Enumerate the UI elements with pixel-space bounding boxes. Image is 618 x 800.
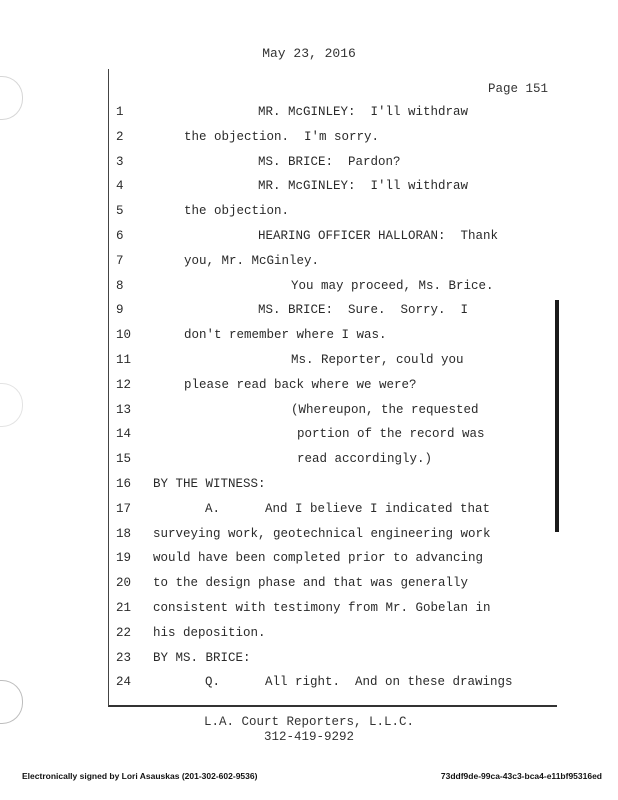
line-text: Ms. Reporter, could you [291,352,464,367]
line-number: 6 [116,228,124,243]
transcript-line [0,302,618,327]
line-text: portion of the record was [297,427,485,442]
line-text: MR. McGINLEY: I'll withdraw [258,179,469,194]
transcript-line [0,402,618,427]
line-text: don't remember where I was. [184,328,387,343]
reporter-footer [0,715,618,745]
line-text: you, Mr. McGinley. [184,253,320,268]
line-text: consistent with testimony from Mr. Gobelan in [153,600,491,615]
transcript-line [0,526,618,551]
transcript-line [0,377,618,402]
reporter-phone: 312-419-9292 [263,730,354,744]
line-number: 22 [116,625,132,640]
transcript-line [0,352,618,377]
transcript-date: May 23, 2016 [262,46,356,61]
line-number: 19 [116,551,132,566]
line-number: 3 [116,154,124,169]
line-number: 5 [116,204,124,219]
line-text: MS. BRICE: Pardon? [258,154,401,169]
line-text: read accordingly.) [297,452,433,467]
line-number: 20 [116,576,132,591]
line-text: BY THE WITNESS: [153,476,266,491]
line-text: MS. BRICE: Sure. Sorry. I [258,303,469,318]
transcript-line [0,228,618,253]
transcript-line [0,154,618,179]
transcript-line [0,253,618,278]
transcript-line [0,625,618,650]
line-text: You may proceed, Ms. Brice. [291,278,494,293]
transcript-line [0,178,618,203]
line-text: surveying work, geotechnical engineering work [153,526,491,541]
transcript-line [0,426,618,451]
transcript-line [0,476,618,501]
line-number: 24 [116,675,132,690]
line-text: the objection. [184,204,290,219]
transcript-lines [0,104,618,699]
page-number: Page 151 [488,82,549,96]
line-number: 13 [116,402,132,417]
line-text: MR. McGINLEY: I'll withdraw [258,105,469,119]
transcript-line [0,550,618,575]
line-text: would have been completed prior to advancing [153,551,484,566]
transcript-line [0,203,618,228]
line-number: 2 [116,129,124,144]
line-number: 12 [116,377,132,392]
transcript-line [0,104,618,129]
line-text: (Whereupon, the requested [291,402,479,417]
line-number: 16 [116,476,132,491]
transcript-line [0,278,618,303]
line-number: 1 [116,105,124,119]
line-number: 23 [116,650,132,665]
transcript-line [0,501,618,526]
line-number: 11 [116,352,132,367]
reporter-company: L.A. Court Reporters, L.L.C. [203,715,415,729]
line-text: the objection. I'm sorry. [184,129,380,144]
line-number: 21 [116,600,132,615]
transcript-line [0,327,618,352]
line-number: 7 [116,253,124,268]
transcript-line [0,674,618,699]
line-text: his deposition. [153,625,266,640]
line-number: 15 [116,452,132,467]
transcript-line [0,650,618,675]
line-number: 8 [116,278,124,293]
line-number: 14 [116,427,132,442]
line-text: HEARING OFFICER HALLORAN: Thank [258,228,499,243]
transcript-line [0,451,618,476]
document-hash: 73ddf9de-99ca-43c3-bca4-e11bf95316ed [440,771,602,781]
line-number: 10 [116,328,132,343]
line-number: 17 [116,501,132,516]
line-number: 9 [116,303,124,318]
line-text: A. And I believe I indicated that [205,501,491,516]
line-text: to the design phase and that was generally [153,576,469,591]
line-number: 18 [116,526,132,541]
transcript-line [0,600,618,625]
line-text: please read back where we were? [184,377,417,392]
transcript-line [0,129,618,154]
line-text: BY MS. BRICE: [153,650,251,665]
transcript-line [0,575,618,600]
line-text: Q. All right. And on these drawings [205,675,513,690]
electronic-signature: Electronically signed by Lori Asauskas (201-302-602-9536) [22,771,258,781]
line-number: 4 [116,179,124,194]
